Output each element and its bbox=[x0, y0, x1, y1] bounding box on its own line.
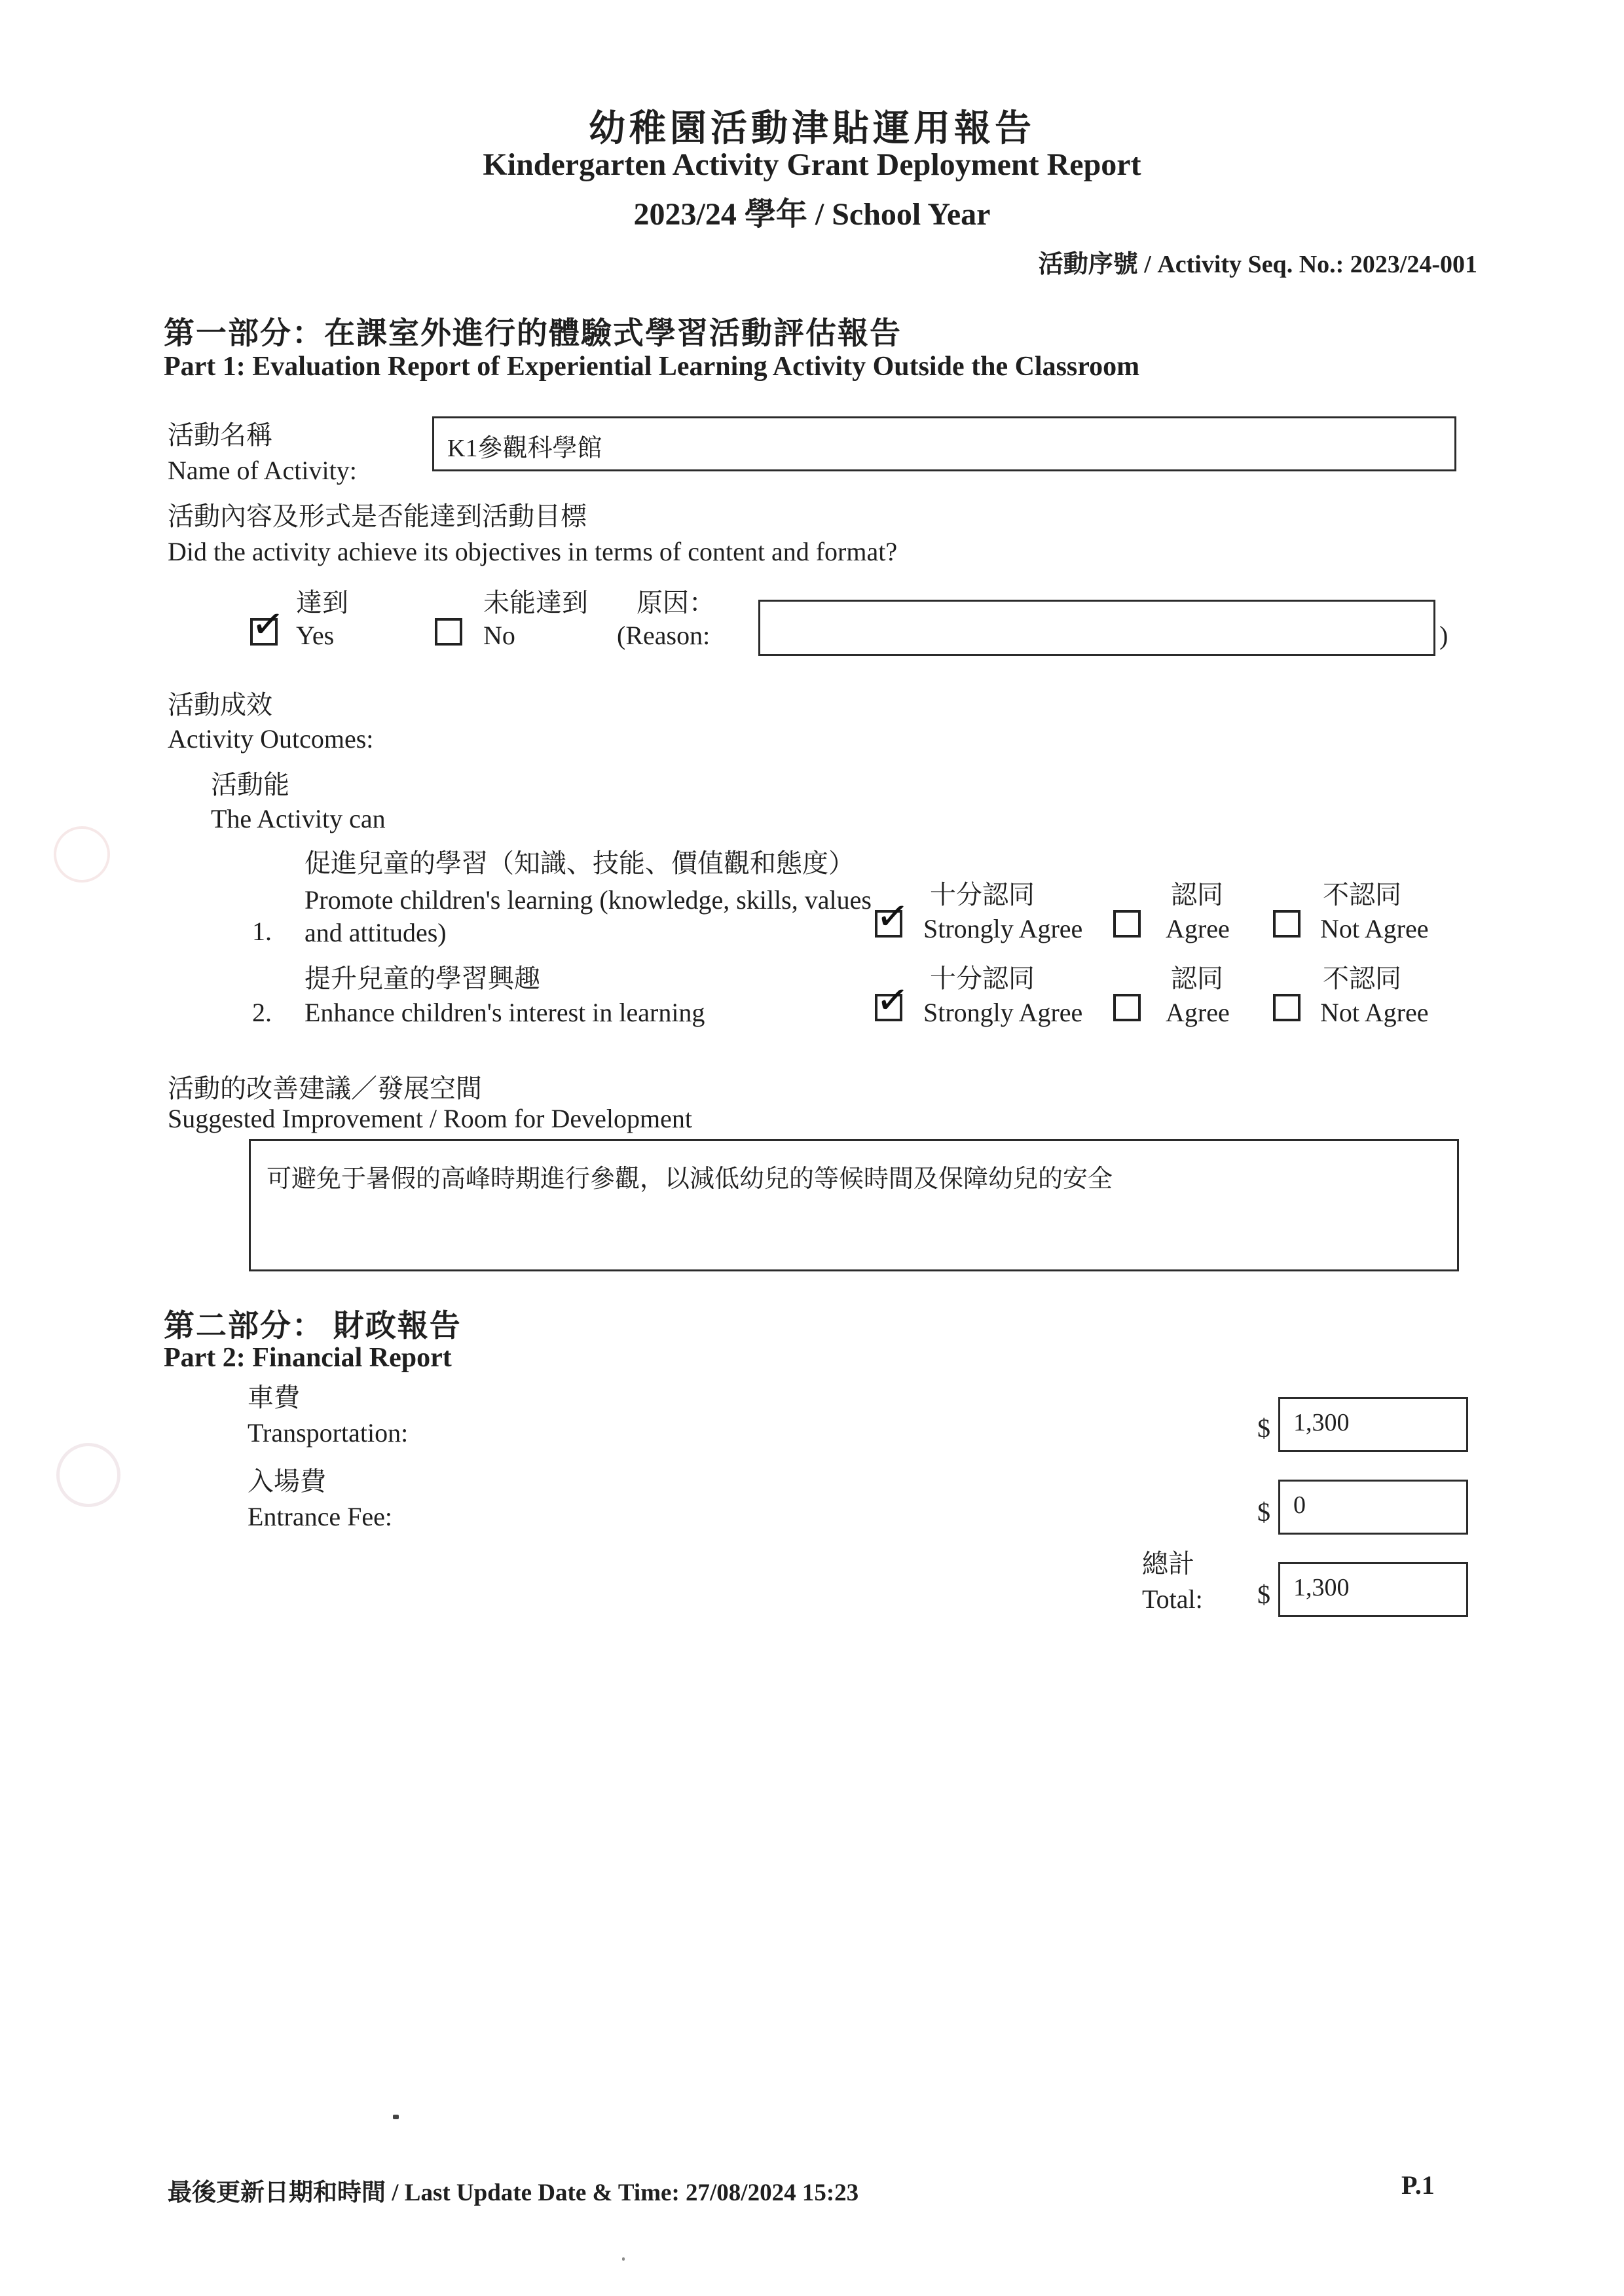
part2-heading-zh: 第二部分： 財政報告 bbox=[164, 1309, 462, 1343]
activity-name-label-zh: 活動名稱 bbox=[168, 420, 272, 450]
item2-not-agree-box bbox=[1273, 994, 1301, 1021]
outcomes-sub-en: The Activity can bbox=[211, 804, 386, 833]
item2-agree-en: Agree bbox=[1166, 998, 1230, 1027]
item2-not-agree-zh: 不認同 bbox=[1323, 964, 1401, 993]
no-checkbox-box bbox=[435, 618, 462, 646]
school-year: 2023/24 學年 / School Year bbox=[633, 197, 991, 232]
part1-heading-en: Part 1: Evaluation Report of Experiential Learning Activity Outside the Classroom bbox=[164, 352, 1140, 382]
item1-agree-box bbox=[1113, 910, 1141, 938]
outcomes-sub-zh: 活動能 bbox=[211, 770, 289, 799]
item2-strongly-agree-checkbox[interactable] bbox=[874, 975, 912, 1025]
transportation-label-zh: 車費 bbox=[248, 1383, 300, 1412]
transportation-label-en: Transportation: bbox=[248, 1418, 409, 1448]
outcomes-label-en: Activity Outcomes: bbox=[168, 724, 374, 754]
report-title-zh: 幼稚園活動津貼運用報告 bbox=[589, 109, 1035, 149]
objective-question-en: Did the activity achieve its objectives in terms of content and format? bbox=[168, 537, 898, 566]
reason-close-paren: ) bbox=[1439, 621, 1449, 650]
improvement-value: 可避免于暑假的高峰時期進行參觀，以減低幼兒的等候時間及保障幼兒的安全 bbox=[267, 1165, 1113, 1193]
activity-seq-no: 活動序號 / Activity Seq. No.: 2023/24-001 bbox=[1038, 251, 1477, 278]
item1-agree-en: Agree bbox=[1166, 914, 1230, 943]
item2-strongly-agree-zh: 十分認同 bbox=[930, 964, 1035, 993]
item2-strongly-agree-en: Strongly Agree bbox=[923, 998, 1083, 1027]
report-title-en: Kindergarten Activity Grant Deployment Report bbox=[483, 147, 1141, 182]
entrance-fee-input[interactable] bbox=[1278, 1480, 1468, 1535]
item1-strongly-agree-en: Strongly Agree bbox=[923, 914, 1083, 943]
item1-not-agree-zh: 不認同 bbox=[1323, 880, 1401, 909]
yes-checkbox[interactable] bbox=[249, 600, 287, 649]
part1-heading-zh: 第一部分：在課室外進行的體驗式學習活動評估報告 bbox=[164, 317, 902, 351]
outcome-item-2-number: 2. bbox=[252, 998, 272, 1027]
item1-agree-checkbox[interactable] bbox=[1113, 910, 1138, 935]
scan-speck-2 bbox=[622, 2257, 625, 2261]
item2-agree-box bbox=[1113, 994, 1141, 1021]
part2-heading-en: Part 2: Financial Report bbox=[164, 1343, 452, 1373]
item2-agree-checkbox[interactable] bbox=[1113, 994, 1138, 1019]
item1-not-agree-checkbox[interactable] bbox=[1273, 910, 1298, 935]
item1-not-agree-box bbox=[1273, 910, 1301, 938]
improvement-label-zh: 活動的改善建議／發展空間 bbox=[168, 1074, 482, 1103]
outcomes-label-zh: 活動成效 bbox=[168, 690, 272, 720]
item1-agree-zh: 認同 bbox=[1171, 880, 1223, 909]
item1-strongly-agree-zh: 十分認同 bbox=[930, 880, 1035, 909]
item2-not-agree-en: Not Agree bbox=[1320, 998, 1429, 1027]
activity-name-value: K1參觀科學館 bbox=[447, 435, 602, 462]
improvement-textarea[interactable] bbox=[249, 1139, 1459, 1271]
item1-not-agree-en: Not Agree bbox=[1320, 914, 1429, 943]
entrance-fee-label-en: Entrance Fee: bbox=[248, 1502, 392, 1531]
yes-check-mark: ✓ bbox=[249, 600, 287, 649]
item2-agree-zh: 認同 bbox=[1171, 964, 1223, 993]
entrance-fee-value: 0 bbox=[1293, 1491, 1306, 1519]
item2-strongly-agree-mark: ✓ bbox=[874, 975, 912, 1025]
transportation-value: 1,300 bbox=[1293, 1409, 1350, 1436]
total-label-en: Total: bbox=[1142, 1584, 1203, 1614]
objective-question-zh: 活動內容及形式是否能達到活動目標 bbox=[168, 501, 587, 531]
outcome-item-1-zh: 促進兒童的學習（知識、技能、價值觀和態度） bbox=[304, 848, 855, 878]
item1-strongly-agree-checkbox[interactable] bbox=[874, 892, 912, 941]
outcome-item-2-zh: 提升兒童的學習興趣 bbox=[304, 964, 540, 993]
reason-value bbox=[760, 602, 1433, 611]
entrance-fee-currency: $ bbox=[1257, 1497, 1270, 1527]
yes-label-zh: 達到 bbox=[296, 588, 348, 617]
reason-input[interactable] bbox=[758, 600, 1435, 656]
outcome-item-1-number: 1. bbox=[252, 917, 272, 946]
transportation-input[interactable] bbox=[1278, 1397, 1468, 1452]
activity-name-label-en: Name of Activity: bbox=[168, 456, 357, 485]
item2-not-agree-checkbox[interactable] bbox=[1273, 994, 1298, 1019]
no-label-en: No bbox=[483, 621, 515, 650]
activity-name-input[interactable] bbox=[432, 416, 1456, 471]
entrance-fee-label-zh: 入場費 bbox=[248, 1467, 326, 1496]
punch-hole-mark-bottom bbox=[56, 1443, 120, 1507]
no-checkbox[interactable] bbox=[435, 618, 460, 643]
transportation-currency: $ bbox=[1257, 1413, 1270, 1443]
total-value: 1,300 bbox=[1293, 1574, 1350, 1601]
total-input[interactable] bbox=[1278, 1562, 1468, 1617]
total-label-zh: 總計 bbox=[1142, 1549, 1194, 1578]
no-label-zh: 未能達到 bbox=[483, 588, 588, 617]
yes-label-en: Yes bbox=[296, 621, 335, 650]
improvement-label-en: Suggested Improvement / Room for Development bbox=[168, 1104, 692, 1133]
scan-speck-1 bbox=[393, 2115, 399, 2119]
outcome-item-1-en: Promote children's learning (knowledge, skills, values and attitudes) bbox=[304, 885, 872, 947]
total-currency: $ bbox=[1257, 1580, 1270, 1609]
last-update-text: 最後更新日期和時間 / Last Update Date & Time: 27/08/2024 15:23 bbox=[168, 2179, 859, 2206]
page-number: P.1 bbox=[1401, 2170, 1435, 2200]
punch-hole-mark-top bbox=[54, 826, 110, 883]
item1-strongly-agree-mark: ✓ bbox=[874, 892, 912, 941]
outcome-item-2-en: Enhance children's interest in learning bbox=[304, 998, 705, 1027]
reason-label-zh: 原因： bbox=[637, 588, 715, 617]
reason-label-en: (Reason: bbox=[617, 621, 710, 650]
